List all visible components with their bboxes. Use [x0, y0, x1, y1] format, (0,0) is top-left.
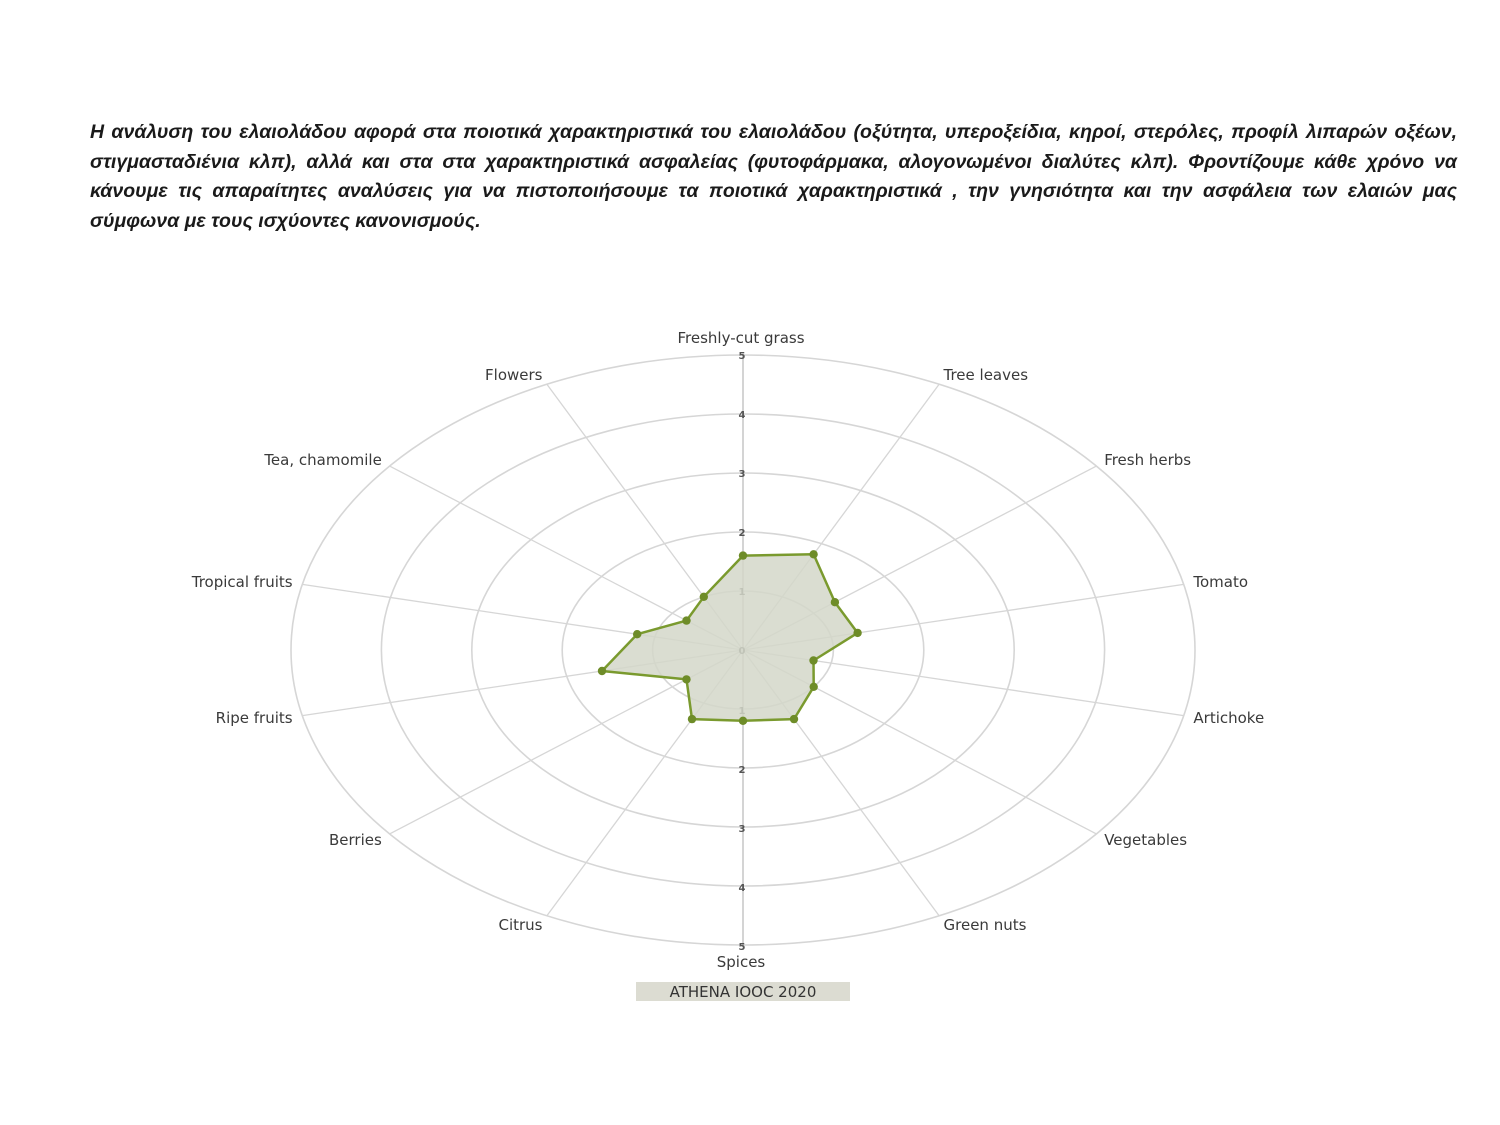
category-label-7: Green nuts [943, 915, 1027, 934]
tick-label-top-5: 5 [738, 351, 746, 362]
tick-label-bottom-2: 2 [738, 765, 746, 776]
radar-data [598, 550, 862, 725]
footer-label: ATHENA IOOC 2020 [669, 983, 817, 1001]
data-point-2 [809, 550, 817, 558]
data-point-8 [739, 717, 747, 725]
category-label-11: Ripe fruits [215, 708, 293, 727]
data-point-7 [790, 715, 798, 723]
chart-footer [636, 982, 850, 1001]
intro-paragraph: Η ανάλυση του ελαιολάδου αφορά στα ποιοτικά χαρακτηριστικά του ελαιολάδου (οξύτητα, υπεροξείδια, κηροί, στερόλες, προφίλ λιπαρών οξέων, στιγμασταδιένια κλπ), αλλά και στα στα χαρακτηριστικά ασφαλείας (φυτοφάρμακα, αλογονωμένοι διαλύτες κλπ). Φροντίζουμε κάθε χρόνο να κάνουμε τις απαραίτητες αναλύσεις για να πιστοποιήσουμε τα ποιοτικά χαρακτηριστικά , την γνησιότητα και την ασφάλεια των ελαιών μας σύμφωνα με τους ισχύοντες κανονισμούς. [90, 121, 1457, 232]
tick-label-top-4: 4 [738, 410, 746, 421]
category-label-8: Spices [716, 953, 766, 971]
tick-label-bottom-3: 3 [738, 824, 746, 835]
category-label-2: Tree leaves [943, 366, 1029, 385]
category-label-6: Vegetables [1104, 831, 1188, 850]
data-point-12 [633, 630, 641, 638]
category-label-1: Freshly-cut grass [677, 329, 805, 347]
data-series-area [602, 554, 858, 721]
category-label-9: Citrus [498, 915, 543, 934]
category-label-12: Tropical fruits [191, 573, 293, 592]
tick-label-bottom-5: 5 [738, 942, 746, 953]
category-label-5: Artichoke [1193, 708, 1265, 727]
data-point-13 [682, 616, 690, 624]
tick-label-bottom-4: 4 [738, 883, 746, 894]
data-point-10 [682, 675, 690, 683]
data-point-11 [598, 667, 606, 675]
data-point-1 [739, 551, 747, 559]
data-point-6 [810, 683, 818, 691]
category-label-13: Tea, chamomile [264, 450, 382, 469]
category-label-4: Tomato [1193, 573, 1249, 592]
tick-label-top-3: 3 [738, 469, 746, 480]
category-label-10: Berries [328, 831, 382, 850]
category-label-14: Flowers [485, 366, 543, 385]
data-point-5 [809, 656, 817, 664]
tick-label-top-2: 2 [738, 528, 746, 539]
data-point-3 [831, 598, 839, 606]
data-point-9 [688, 715, 696, 723]
data-point-14 [700, 593, 708, 601]
category-label-3: Fresh herbs [1104, 450, 1192, 469]
data-point-4 [853, 629, 861, 637]
